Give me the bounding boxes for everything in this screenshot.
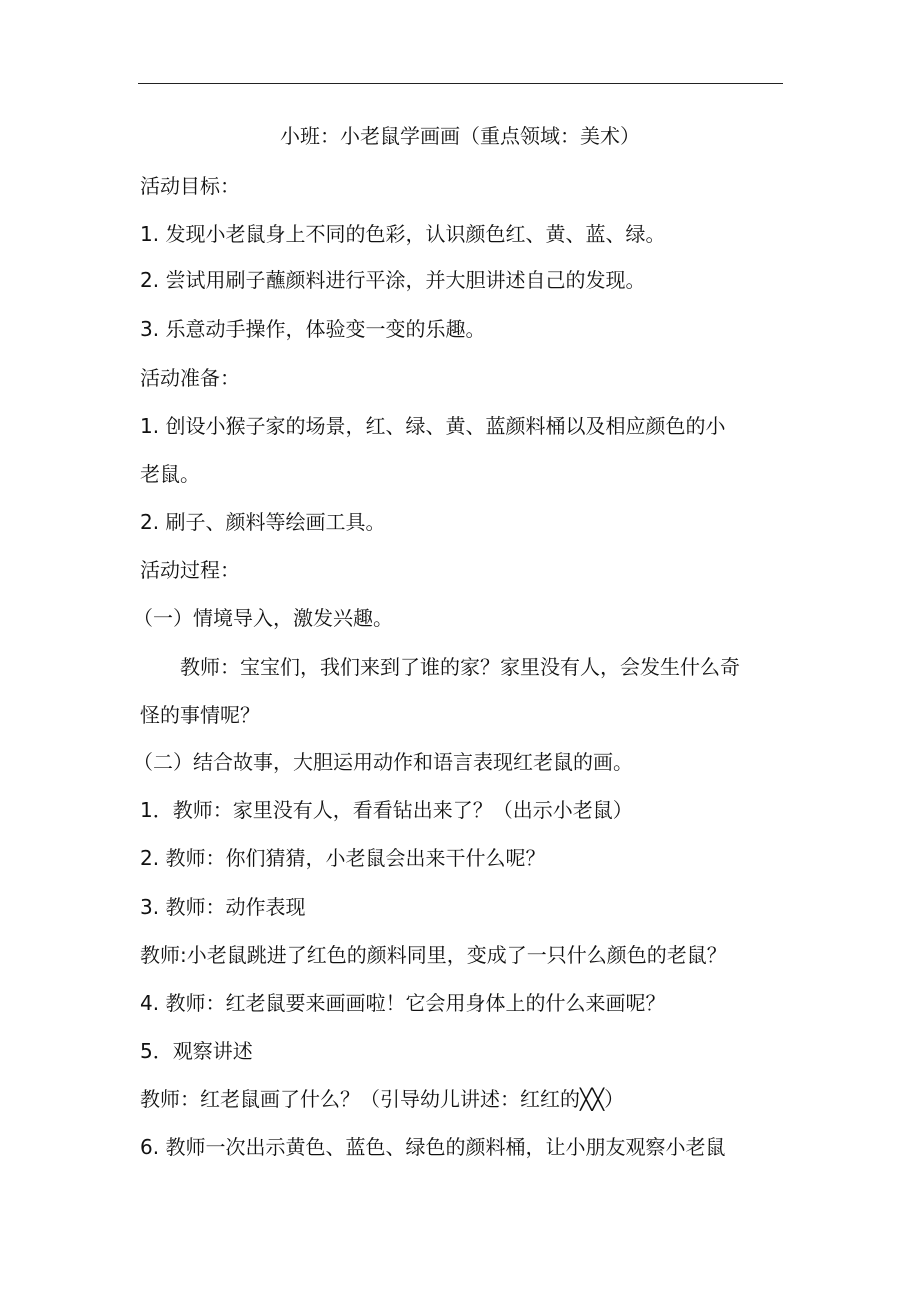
goals-heading: 活动目标： [140, 174, 240, 198]
goal-1: 1. 发现小老鼠身上不同的色彩，认识颜色红、黄、蓝、绿。 [140, 222, 666, 246]
process-item-5-detail: 教师：红老鼠画了什么？（引导幼儿讲述：红红的╳╳） [140, 1087, 625, 1111]
process-item-2: 2. 教师：你们猜猜，小老鼠会出来干什么呢？ [140, 846, 546, 870]
process-item-5: 5．观察讲述 [140, 1039, 253, 1063]
header-rule [138, 83, 783, 84]
teacher-intro-line-2: 怪的事情呢？ [140, 703, 260, 727]
document-title: 小班：小老鼠学画画（重点领域：美术） [280, 124, 640, 148]
process-item-3: 3. 教师：动作表现 [140, 895, 306, 919]
step-one-heading: （一）情境导入，激发兴趣。 [133, 606, 393, 630]
goal-3: 3. 乐意动手操作，体验变一变的乐趣。 [140, 317, 486, 341]
prep-2: 2. 刷子、颜料等绘画工具。 [140, 510, 386, 534]
step-two-heading: （二）结合故事，大胆运用动作和语言表现红老鼠的画。 [133, 750, 633, 774]
process-item-6: 6. 教师一次出示黄色、蓝色、绿色的颜料桶，让小朋友观察小老鼠 [140, 1135, 726, 1159]
prep-heading: 活动准备： [140, 366, 240, 390]
process-item-4: 4. 教师：红老鼠要来画画啦！它会用身体上的什么来画呢？ [140, 991, 666, 1015]
process-item-1: 1．教师：家里没有人，看看钻出来了？（出示小老鼠） [140, 798, 633, 822]
process-item-3-detail: 教师:小老鼠跳进了红色的颜料同里，变成了一只什么颜色的老鼠？ [140, 943, 727, 967]
process-heading: 活动过程： [140, 558, 240, 582]
prep-1-line-2: 老鼠。 [140, 462, 200, 486]
goal-2: 2. 尝试用刷子蘸颜料进行平涂，并大胆讲述自己的发现。 [140, 268, 646, 292]
prep-1-line-1: 1. 创设小猴子家的场景，红、绿、黄、蓝颜料桶以及相应颜色的小 [140, 414, 726, 438]
teacher-intro-line-1: 教师：宝宝们，我们来到了谁的家？家里没有人，会发生什么奇 [180, 655, 740, 679]
